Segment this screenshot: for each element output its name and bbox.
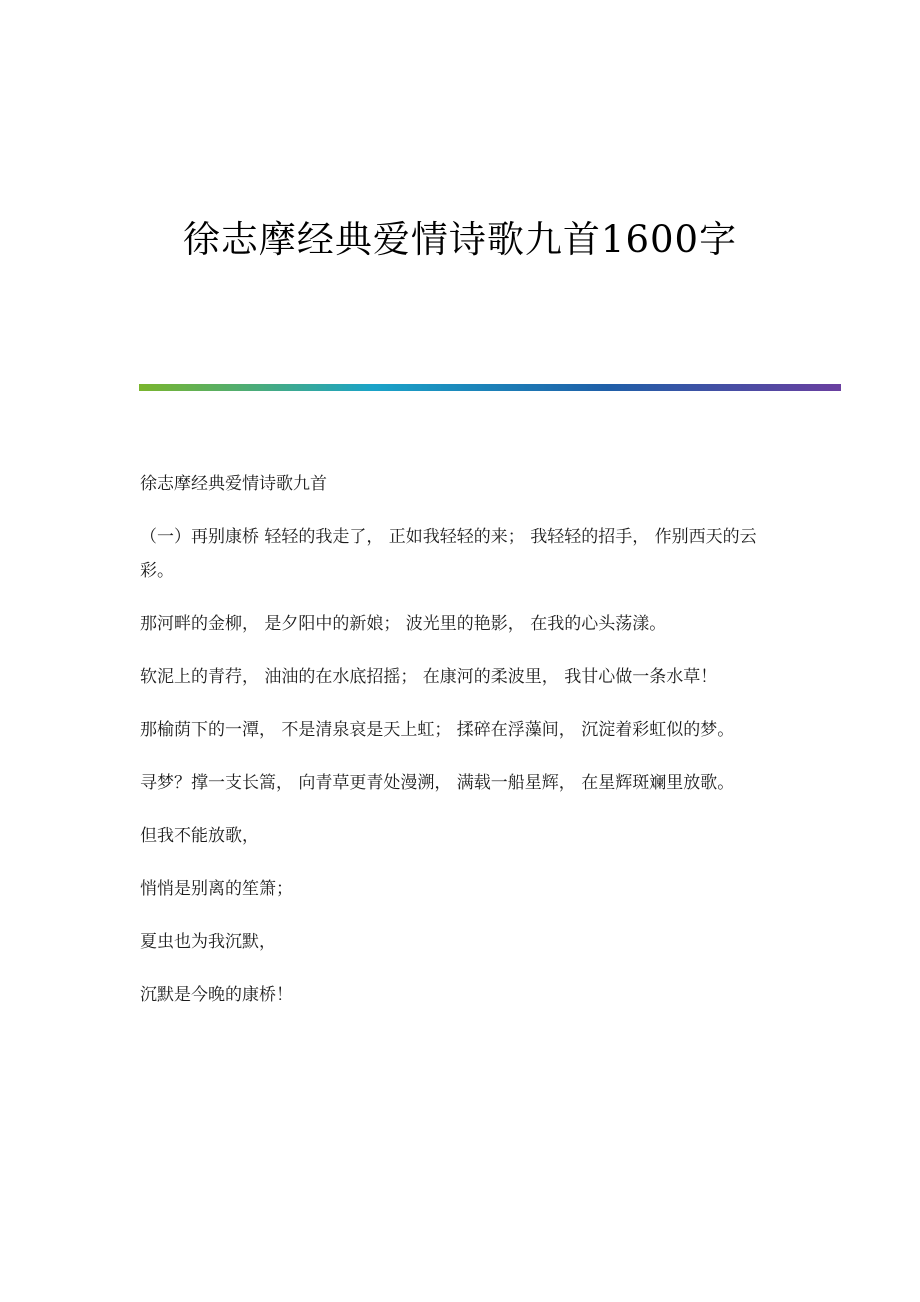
poem-line: 但我不能放歌， [140,826,259,846]
stanza-paragraph: 寻梦？撑一支长篙， 向青草更青处漫溯， 满载一船星辉， 在星辉斑斓里放歌。 [140,773,735,793]
page-title: 徐志摩经典爱情诗歌九首1600字 [182,218,738,261]
stanza-paragraph: 软泥上的青荇， 油油的在水底招摇； 在康河的柔波里， 我甘心做一条水草！ [140,667,718,687]
section-heading: 徐志摩经典爱情诗歌九首 [140,474,327,494]
poem-line: 悄悄是别离的笙箫； [140,879,293,899]
stanza-paragraph: 那河畔的金柳， 是夕阳中的新娘； 波光里的艳影， 在我的心头荡漾。 [140,614,667,634]
poem-line: 夏虫也为我沉默， [140,932,276,952]
poem-line: 沉默是今晚的康桥！ [140,985,293,1005]
article-body [140,467,780,1031]
stanza-paragraph: （一）再别康桥 轻轻的我走了， 正如我轻轻的来； 我轻轻的招手， 作别西天的云彩。 [140,527,757,581]
title-divider-rule [139,384,841,391]
stanza-paragraph: 那榆荫下的一潭， 不是清泉哀是天上虹； 揉碎在浮藻间， 沉淀着彩虹似的梦。 [140,720,735,740]
